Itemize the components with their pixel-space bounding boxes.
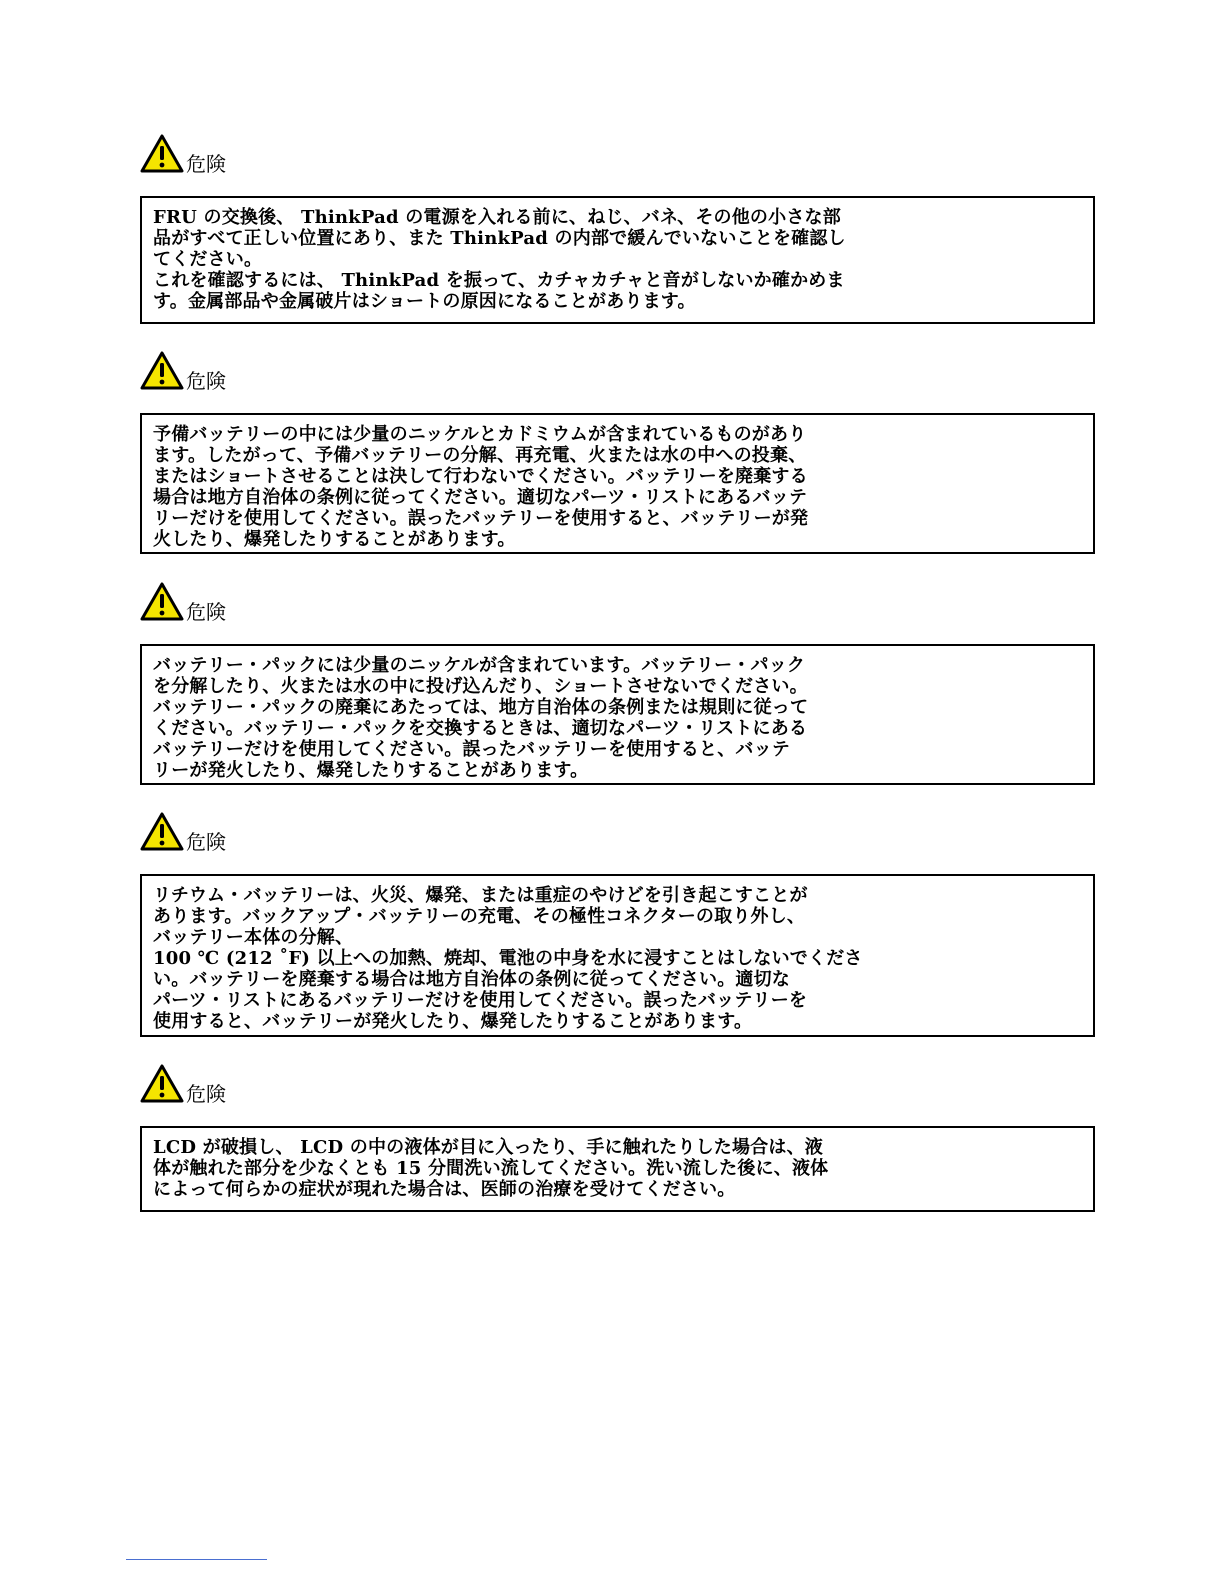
danger-heading: [140, 347, 226, 391]
notice-line: によって何らかの症状が現れた場合は、医師の治療を受けてください。: [153, 1179, 736, 1200]
notice-line: パーツ・リストにあるバッテリーだけを使用してください。誤ったバッテリーを: [153, 990, 808, 1011]
notice-line: 100 ℃ (212 ˚F) 以上への加熱、焼却、電池の中身を水に浸すことはしないでくださ: [153, 948, 863, 969]
notice-line: てください。: [153, 249, 263, 270]
notice-line: リーだけを使用してください。誤ったバッテリーを使用すると、バッテリーが発: [153, 508, 809, 529]
danger-label: 危険: [186, 369, 226, 393]
danger-label: 危険: [186, 152, 226, 176]
danger-notice-box: [140, 1126, 1095, 1212]
notice-line: リチウム・バッテリーは、火災、爆発、または重症のやけどを引き起こすことが: [153, 885, 808, 906]
danger-label: 危険: [186, 830, 226, 854]
warning-triangle-icon: [140, 351, 184, 391]
danger-heading: [140, 130, 226, 174]
danger-notice-box: [140, 644, 1095, 785]
notice-line: バッテリー・パックには少量のニッケルが含まれています。バッテリー・パック: [153, 655, 806, 676]
warning-triangle-icon: [140, 812, 184, 852]
notice-line: 場合は地方自治体の条例に従ってください。適切なパーツ・リストにあるバッテ: [153, 487, 808, 508]
notice-line: い。バッテリーを廃棄する場合は地方自治体の条例に従ってください。適切な: [153, 969, 790, 990]
danger-label: 危険: [186, 1082, 226, 1106]
notice-line: 火したり、爆発したりすることがあります。: [153, 529, 516, 550]
notice-line: 使用すると、バッテリーが発火したり、爆発したりすることがあります。: [153, 1011, 753, 1032]
danger-heading: [140, 1060, 226, 1104]
warning-triangle-icon: [140, 1064, 184, 1104]
danger-notice-box: [140, 413, 1095, 554]
notice-line: す。金属部品や金属破片はショートの原因になることがあります。: [153, 291, 696, 312]
danger-label: 危険: [186, 600, 226, 624]
notice-line: またはショートさせることは決して行わないでください。バッテリーを廃棄する: [153, 466, 808, 487]
notice-line: 予備バッテリーの中には少量のニッケルとカドミウムが含まれているものがあり: [153, 424, 807, 445]
notice-line: を分解したり、火または水の中に投げ込んだり、ショートさせないでください。: [153, 676, 808, 697]
danger-notice-box: [140, 196, 1095, 324]
danger-heading: [140, 808, 226, 852]
notice-line: バッテリーだけを使用してください。誤ったバッテリーを使用すると、バッテ: [153, 739, 790, 760]
danger-notice-box: [140, 874, 1095, 1037]
notice-line: バッテリー本体の分解、: [153, 927, 354, 948]
notice-line: ます。したがって、予備バッテリーの分解、再充電、火または水の中への投棄、: [153, 445, 807, 466]
notice-line: あります。バックアップ・バッテリーの充電、その極性コネクターの取り外し、: [153, 906, 806, 927]
notice-line: FRU の交換後、 ThinkPad の電源を入れる前に、ねじ、バネ、その他の小さな部: [153, 207, 841, 228]
warning-triangle-icon: [140, 134, 184, 174]
notice-line: ください。バッテリー・パックを交換するときは、適切なパーツ・リストにある: [153, 718, 808, 739]
notice-line: 体が触れた部分を少なくとも 15 分間洗い流してください。洗い流した後に、液体: [153, 1158, 829, 1179]
danger-heading: [140, 578, 226, 622]
footer-divider: [126, 1559, 267, 1560]
notice-line: これを確認するには、 ThinkPad を振って、カチャカチャと音がしないか確かめま: [153, 270, 845, 291]
warning-triangle-icon: [140, 582, 184, 622]
notice-line: 品がすべて正しい位置にあり、また ThinkPad の内部で緩んでいないことを確認し: [153, 228, 846, 249]
notice-line: LCD が破損し、 LCD の中の液体が目に入ったり、手に触れたりした場合は、液: [153, 1137, 823, 1158]
notice-line: バッテリー・パックの廃棄にあたっては、地方自治体の条例または規則に従って: [153, 697, 809, 718]
notice-line: リーが発火したり、爆発したりすることがあります。: [153, 760, 589, 781]
